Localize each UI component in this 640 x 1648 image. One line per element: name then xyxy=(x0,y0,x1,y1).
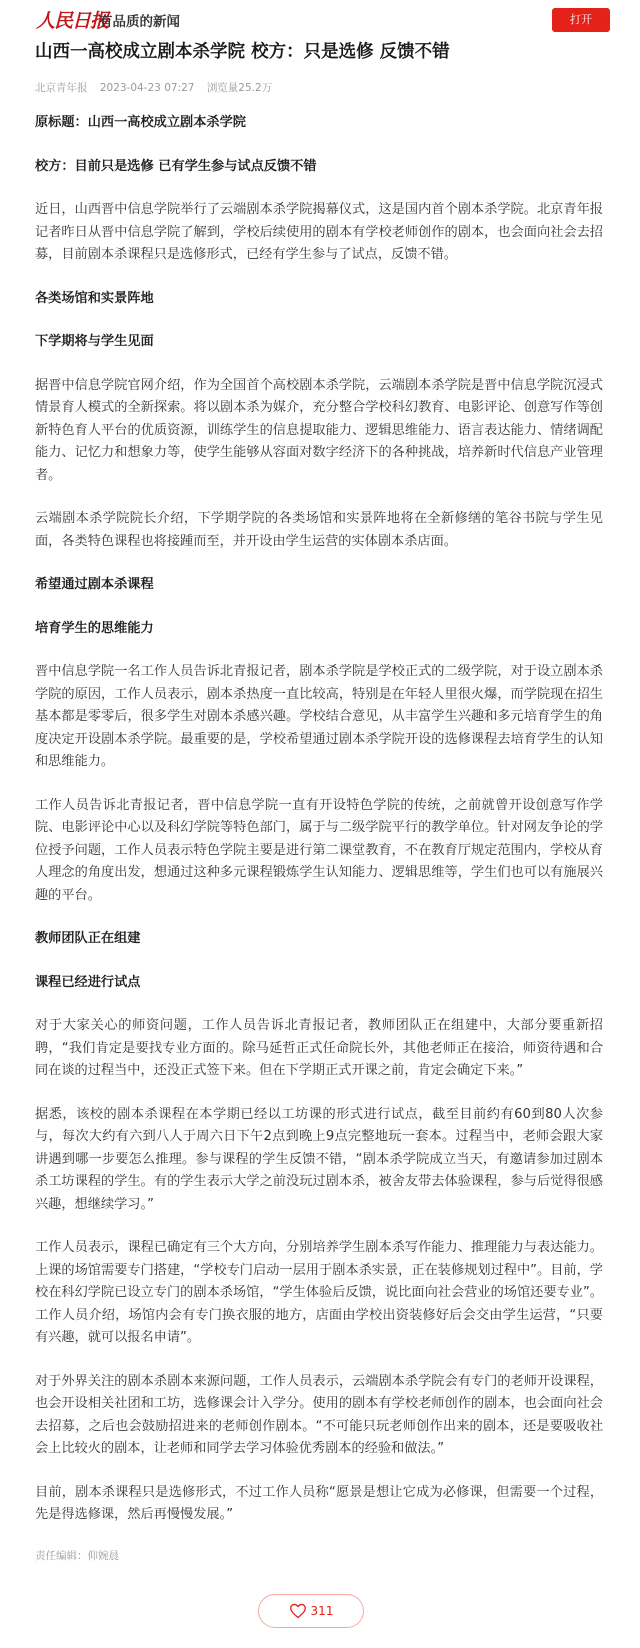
article-paragraph: 对于大家关心的师资问题，工作人员告诉北青报记者，教师团队正在组建中，大部分要重新招聘，“我们肯定是要找专业方面的。除马延哲正式任命院长外，其他老师正在接洽，师资待遇和合同在谈的过程当中，还没正式签下来。但在下学期正式开课之前，肯定会确定下来。” xyxy=(35,1018,604,1078)
open-app-button[interactable]: 打开 xyxy=(552,8,610,32)
article-source: 北京青年报 xyxy=(35,82,88,94)
article-datetime: 2023-04-23 07:27 xyxy=(99,82,195,94)
article-paragraph: 据悉，该校的剧本杀课程在本学期已经以工坊课的形式进行试点，截至目前约有60到80人次参与，每次大约有六到八人于周六日下午2点到晚上9点完整地玩一套本。过程当中，老师会跟大家讲遇到哪一步要怎么推理。参与课程的学生反馈不错，“剧本杀学院成立当天，有邀请参加过剧本杀工坊课程的学生。有的学生表示大学之前没玩过剧本杀，被舍友带去体验课程，参与后觉得很感兴趣，想继续学习。” xyxy=(35,1106,603,1212)
section-heading: 教师团队正在组建 xyxy=(35,931,141,946)
section-heading: 各类场馆和实景阵地 xyxy=(35,290,154,306)
article-paragraph: 据晋中信息学院官网介绍，作为全国首个高校剧本杀学院，云端剧本杀学院是晋中信息学院沉浸式情景育人模式的全新探索。将以剧本杀为媒介，充分整合学校科幻教育、电影评论、创意写作等创新特色育人平台的优质资源，训练学生的信息提取能力、逻辑思维能力、语言表达能力、情绪调配能力、记忆力和想象力等，使学生能够从容面对数字经济下的各种挑战，培养新时代信息产业管理者。 xyxy=(35,377,603,483)
section-heading: 培育学生的思维能力 xyxy=(35,620,154,636)
section-heading: 课程已经进行试点 xyxy=(35,974,141,990)
article-paragraph: 云端剧本杀学院院长介绍，下学期学院的各类场馆和实景阵地将在全新修缮的笔谷书院与学生见面，各类特色课程也将接踵而至，并开设由学生运营的实体剧本杀店面。 xyxy=(35,511,603,549)
article-paragraph: 近日，山西晋中信息学院举行了云端剧本杀学院揭幕仪式，这是国内首个剧本杀学院。北京青年报记者昨日从晋中信息学院了解到，学校后续使用的剧本有学校老师创作的剧本，也会面向社会去招募，目前剧本杀课程只是选修形式，已经有学生参与了试点，反馈不错。 xyxy=(35,202,603,262)
section-heading: 下学期将与学生见面 xyxy=(35,334,154,349)
article-body xyxy=(35,112,603,1563)
article-paragraph: 工作人员告诉北青报记者，晋中信息学院一直有开设特色学院的传统，之前就曾开设创意写作学院、电影评论中心以及科幻学院等特色部门，属于与二级学院平行的教学单位。针对网友争论的学位授予问题，工作人员表示特色学院主要是进行第二课堂教育，不在教育厅规定范围内，学校从育人理念的角度出发，想通过这种多元课程锻炼学生认知能力、逻辑思维等，学生们也可以有施展兴趣的平台。 xyxy=(35,797,603,903)
article-paragraph: 晋中信息学院一名工作人员告诉北青报记者，剧本杀学院是学校正式的二级学院，对于设立剧本杀学院的原因，工作人员表示，剧本杀热度一直比较高，特别是在年轻人里很火爆，而学院现在招生基本都是零零后，很多学生对剧本杀感兴趣。学校结合意见，从丰富学生兴趣和多元培育学生的角度决定开设剧本杀学院。最重要的是，学校希望通过剧本杀学院开设的选修课程去培育学生的认知和思维能力。 xyxy=(35,664,603,769)
editor-credit: 责任编辑：仰婉晨 xyxy=(35,1549,119,1562)
heart-icon xyxy=(289,1603,307,1619)
article-paragraph: 目前，剧本杀课程只是选修形式，不过工作人员称“愿景是想让它成为必修课，但需要一个过程，先是得选修课，然后再慢慢发展。” xyxy=(35,1484,603,1522)
top-bar xyxy=(0,0,640,40)
slogan: 有品质的新闻 xyxy=(99,14,180,30)
like-button[interactable] xyxy=(258,1594,364,1628)
article-paragraph: 工作人员表示，课程已确定有三个大方向，分别培养学生剧本杀写作能力、推理能力与表达能力。上课的场馆需要专门搭建，“学校专门启动一层用于剧本杀实景，正在装修规划过程中”。目前，学校在科幻学院已设立专门的剧本杀场馆，“学生体验后反馈，说比面向社会营业的场馆还要专业”。工作人员介绍，场馆内会有专门换衣服的地方，店面由学校出资装修好后会交由学生运营，“只要有兴趣，就可以报名申请”。 xyxy=(35,1240,603,1345)
like-count: 311 xyxy=(310,1604,334,1618)
logo[interactable]: 人民日报 xyxy=(36,10,109,32)
article-title: 山西一高校成立剧本杀学院 校方：只是选修 反馈不错 xyxy=(35,42,450,62)
article-views: 浏览量25.2万 xyxy=(206,82,273,94)
article-paragraph: 对于外界关注的剧本杀剧本来源问题，工作人员表示，云端剧本杀学院会有专门的老师开设课程，也会开设相关社团和工坊，选修课会计入学分。使用的剧本有学校老师创作的剧本，也会面向社会去招募，之后也会鼓励招进来的老师创作剧本。“不可能只玩老师创作出来的剧本，还是要吸收社会上比较火的剧本，让老师和同学去学习体验优秀剧本的经验和做法。” xyxy=(35,1373,603,1456)
section-heading: 希望通过剧本杀课程 xyxy=(35,577,154,592)
article-meta xyxy=(35,80,281,95)
section-heading: 校方：目前只是选修 已有学生参与试点反馈不错 xyxy=(35,158,317,174)
section-heading: 原标题：山西一高校成立剧本杀学院 xyxy=(35,115,246,130)
